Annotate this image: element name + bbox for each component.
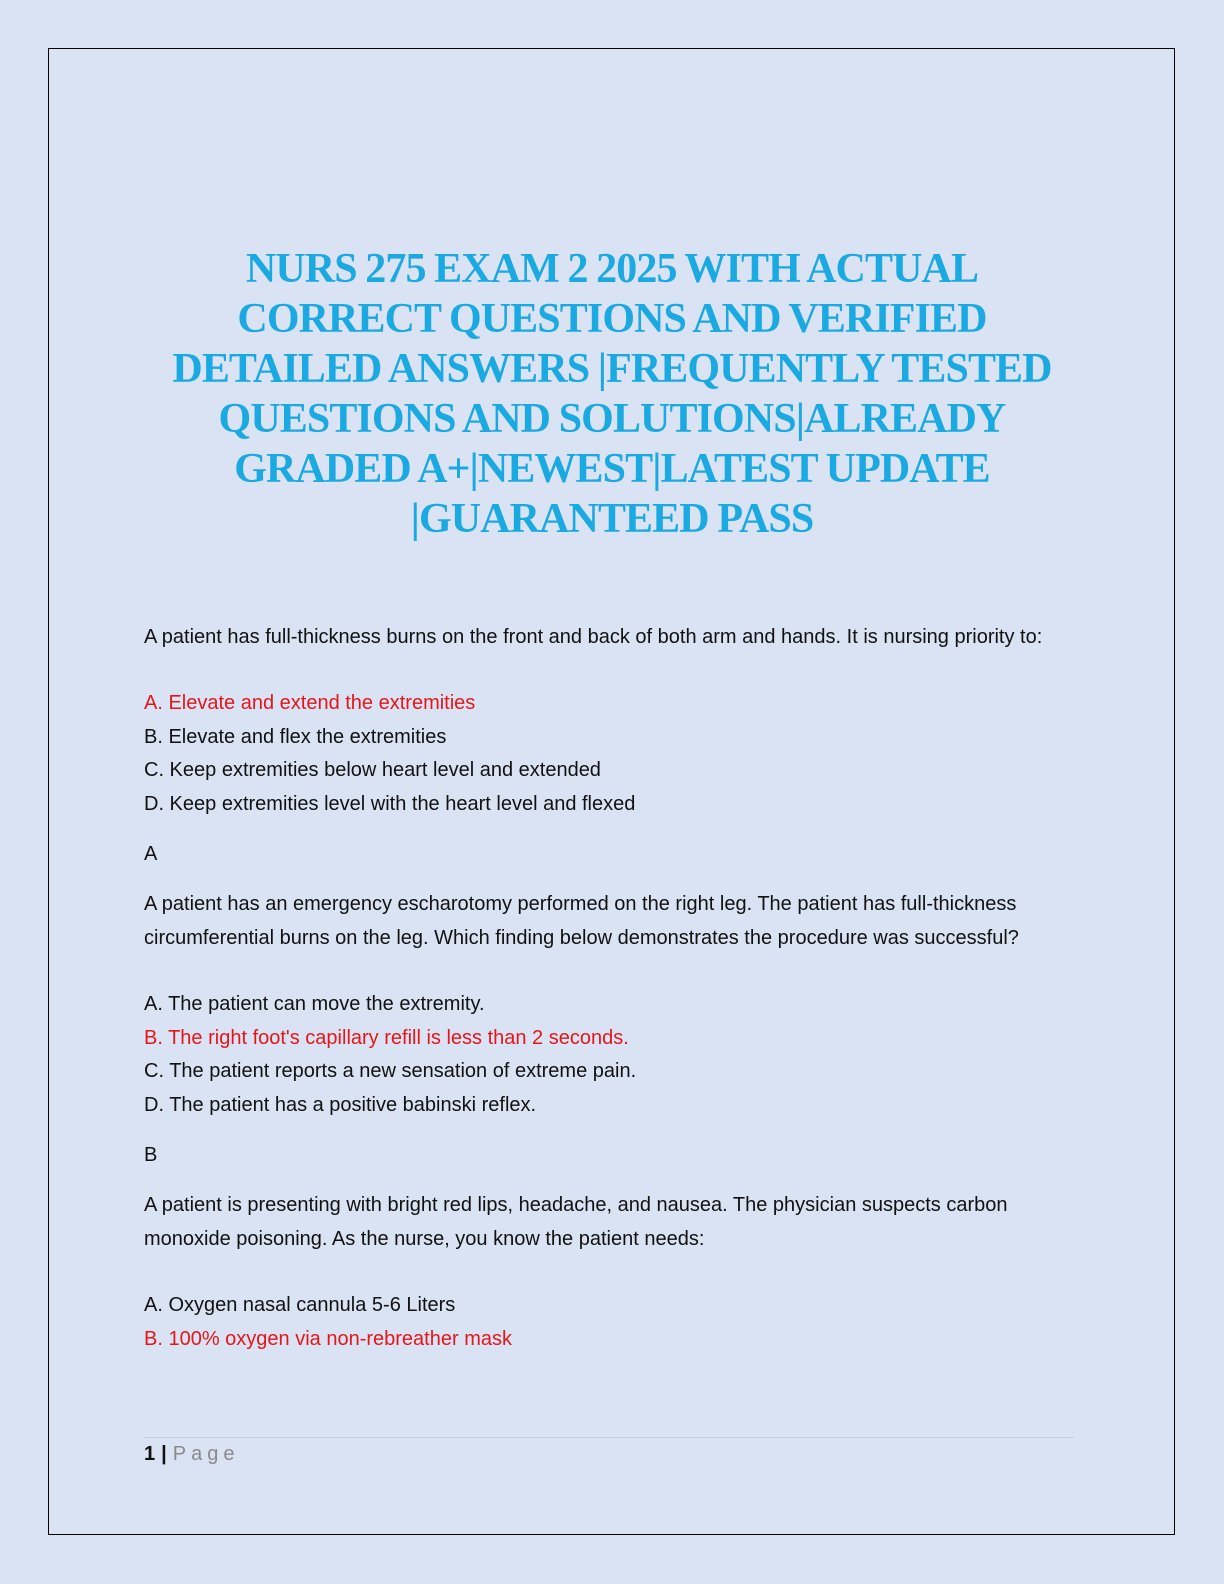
page-footer: [144, 1441, 239, 1467]
document-title: [130, 244, 1094, 544]
option-list: [144, 1289, 1074, 1356]
questions-section: [144, 620, 1074, 1356]
question-text: A patient is presenting with bright red lips, headache, and nausea. The physician suspects carbon monoxide poisoning. As the nurse, you know the patient needs:: [144, 1194, 1008, 1250]
option-b: B. The right foot's capillary refill is less than 2 seconds.: [144, 1026, 629, 1049]
answer-key: A: [144, 843, 158, 865]
page-label: Page: [172, 1443, 240, 1465]
answer-key: B: [144, 1144, 158, 1166]
title-line: |GUARANTEED PASS: [410, 496, 814, 542]
question-text: A patient has an emergency escharotomy performed on the right leg. The patient has full-thickness circumferential burns on the leg. Which finding below demonstrates the procedure was successful?: [144, 893, 1019, 949]
question-block-1: [144, 620, 1074, 871]
title-line: QUESTIONS AND SOLUTIONS|ALREADY: [218, 396, 1006, 442]
footer-divider: [144, 1437, 1074, 1438]
title-line: DETAILED ANSWERS |FREQUENTLY TESTED: [172, 346, 1052, 392]
question-block-3: [144, 1188, 1074, 1356]
option-list: [144, 687, 1074, 821]
title-line: GRADED A+|NEWEST|LATEST UPDATE: [234, 446, 990, 492]
option-b: B. 100% oxygen via non-rebreather mask: [144, 1327, 512, 1350]
option-b: B. Elevate and flex the extremities: [144, 725, 447, 748]
title-line: CORRECT QUESTIONS AND VERIFIED: [237, 296, 987, 342]
question-text: A patient has full-thickness burns on the front and back of both arm and hands. It is nursing priority to:: [144, 626, 1043, 648]
option-d: D. Keep extremities level with the heart level and flexed: [144, 792, 636, 815]
option-a: A. Oxygen nasal cannula 5-6 Liters: [144, 1294, 456, 1316]
option-c: C. Keep extremities below heart level and extended: [144, 759, 601, 781]
option-a: A. Elevate and extend the extremities: [144, 692, 476, 714]
option-c: C. The patient reports a new sensation of extreme pain.: [144, 1060, 637, 1082]
option-d: D. The patient has a positive babinski reflex.: [144, 1093, 537, 1116]
question-block-2: [144, 887, 1074, 1172]
option-a: A. The patient can move the extremity.: [144, 993, 485, 1015]
option-list: [144, 988, 1074, 1122]
title-line: NURS 275 EXAM 2 2025 WITH ACTUAL: [245, 246, 979, 292]
footer-separator: |: [161, 1443, 167, 1465]
page-number: 1: [144, 1443, 156, 1465]
